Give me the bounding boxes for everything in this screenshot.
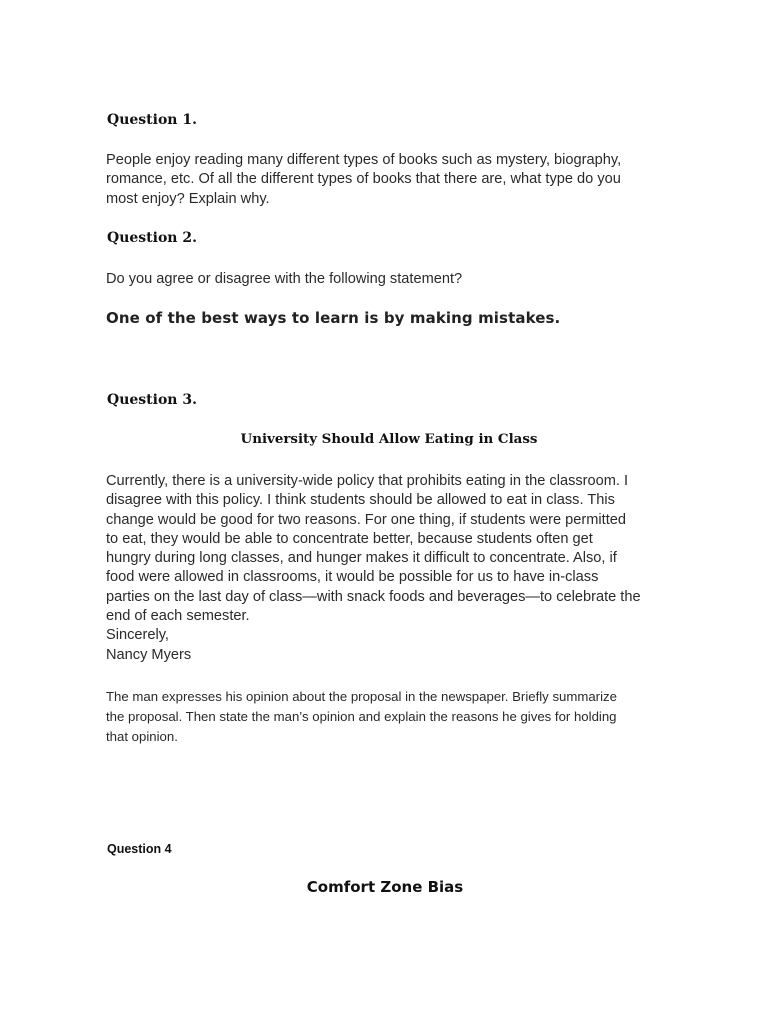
question-3-heading: Question 3.: [107, 392, 197, 408]
letter-line: change would be good for two reasons. For one thing, if students were permitted: [106, 511, 627, 528]
question-1-text: [106, 151, 621, 209]
question-3-title: University Should Allow Eating in Class: [240, 431, 538, 447]
question-4-heading: Question 4: [107, 842, 172, 856]
question-4-title: Comfort Zone Bias: [306, 878, 464, 896]
question-1-line: most enjoy? Explain why.: [106, 190, 270, 207]
question-2-heading: Question 2.: [107, 230, 197, 246]
letter-line: parties on the last day of class—with snack foods and beverages—to celebrate the: [106, 588, 641, 605]
question-1-line: romance, etc. Of all the different types of books that there are, what type do you: [106, 171, 621, 188]
question-3-letter: [106, 472, 641, 665]
letter-line: disagree with this policy. I think students should be allowed to eat in class. This: [106, 492, 615, 509]
letter-line: food were allowed in classrooms, it would be possible for us to have in-class: [106, 569, 599, 586]
letter-signature: Nancy Myers: [106, 646, 192, 663]
question-1-line: People enjoy reading many different types of books such as mystery, biography,: [106, 152, 622, 168]
question-2-statement: One of the best ways to learn is by making mistakes.: [106, 309, 561, 327]
letter-line: Currently, there is a university-wide policy that prohibits eating in the classroom. I: [106, 473, 629, 489]
letter-line: end of each semester.: [106, 608, 250, 625]
letter-closing: Sincerely,: [106, 627, 169, 644]
task-line: the proposal. Then state the man’s opinion and explain the reasons he gives for holding: [106, 709, 617, 724]
question-1-heading: Question 1.: [107, 112, 197, 128]
question-2-prompt: Do you agree or disagree with the following statement?: [106, 271, 463, 287]
task-line: The man expresses his opinion about the proposal in the newspaper. Briefly summarize: [106, 689, 617, 704]
question-3-task: [106, 687, 617, 747]
letter-line: hungry during long classes, and hunger makes it difficult to concentrate. Also, if: [106, 550, 617, 567]
letter-line: to eat, they would be able to concentrate better, because students often get: [106, 530, 593, 547]
task-line: that opinion.: [106, 729, 178, 744]
